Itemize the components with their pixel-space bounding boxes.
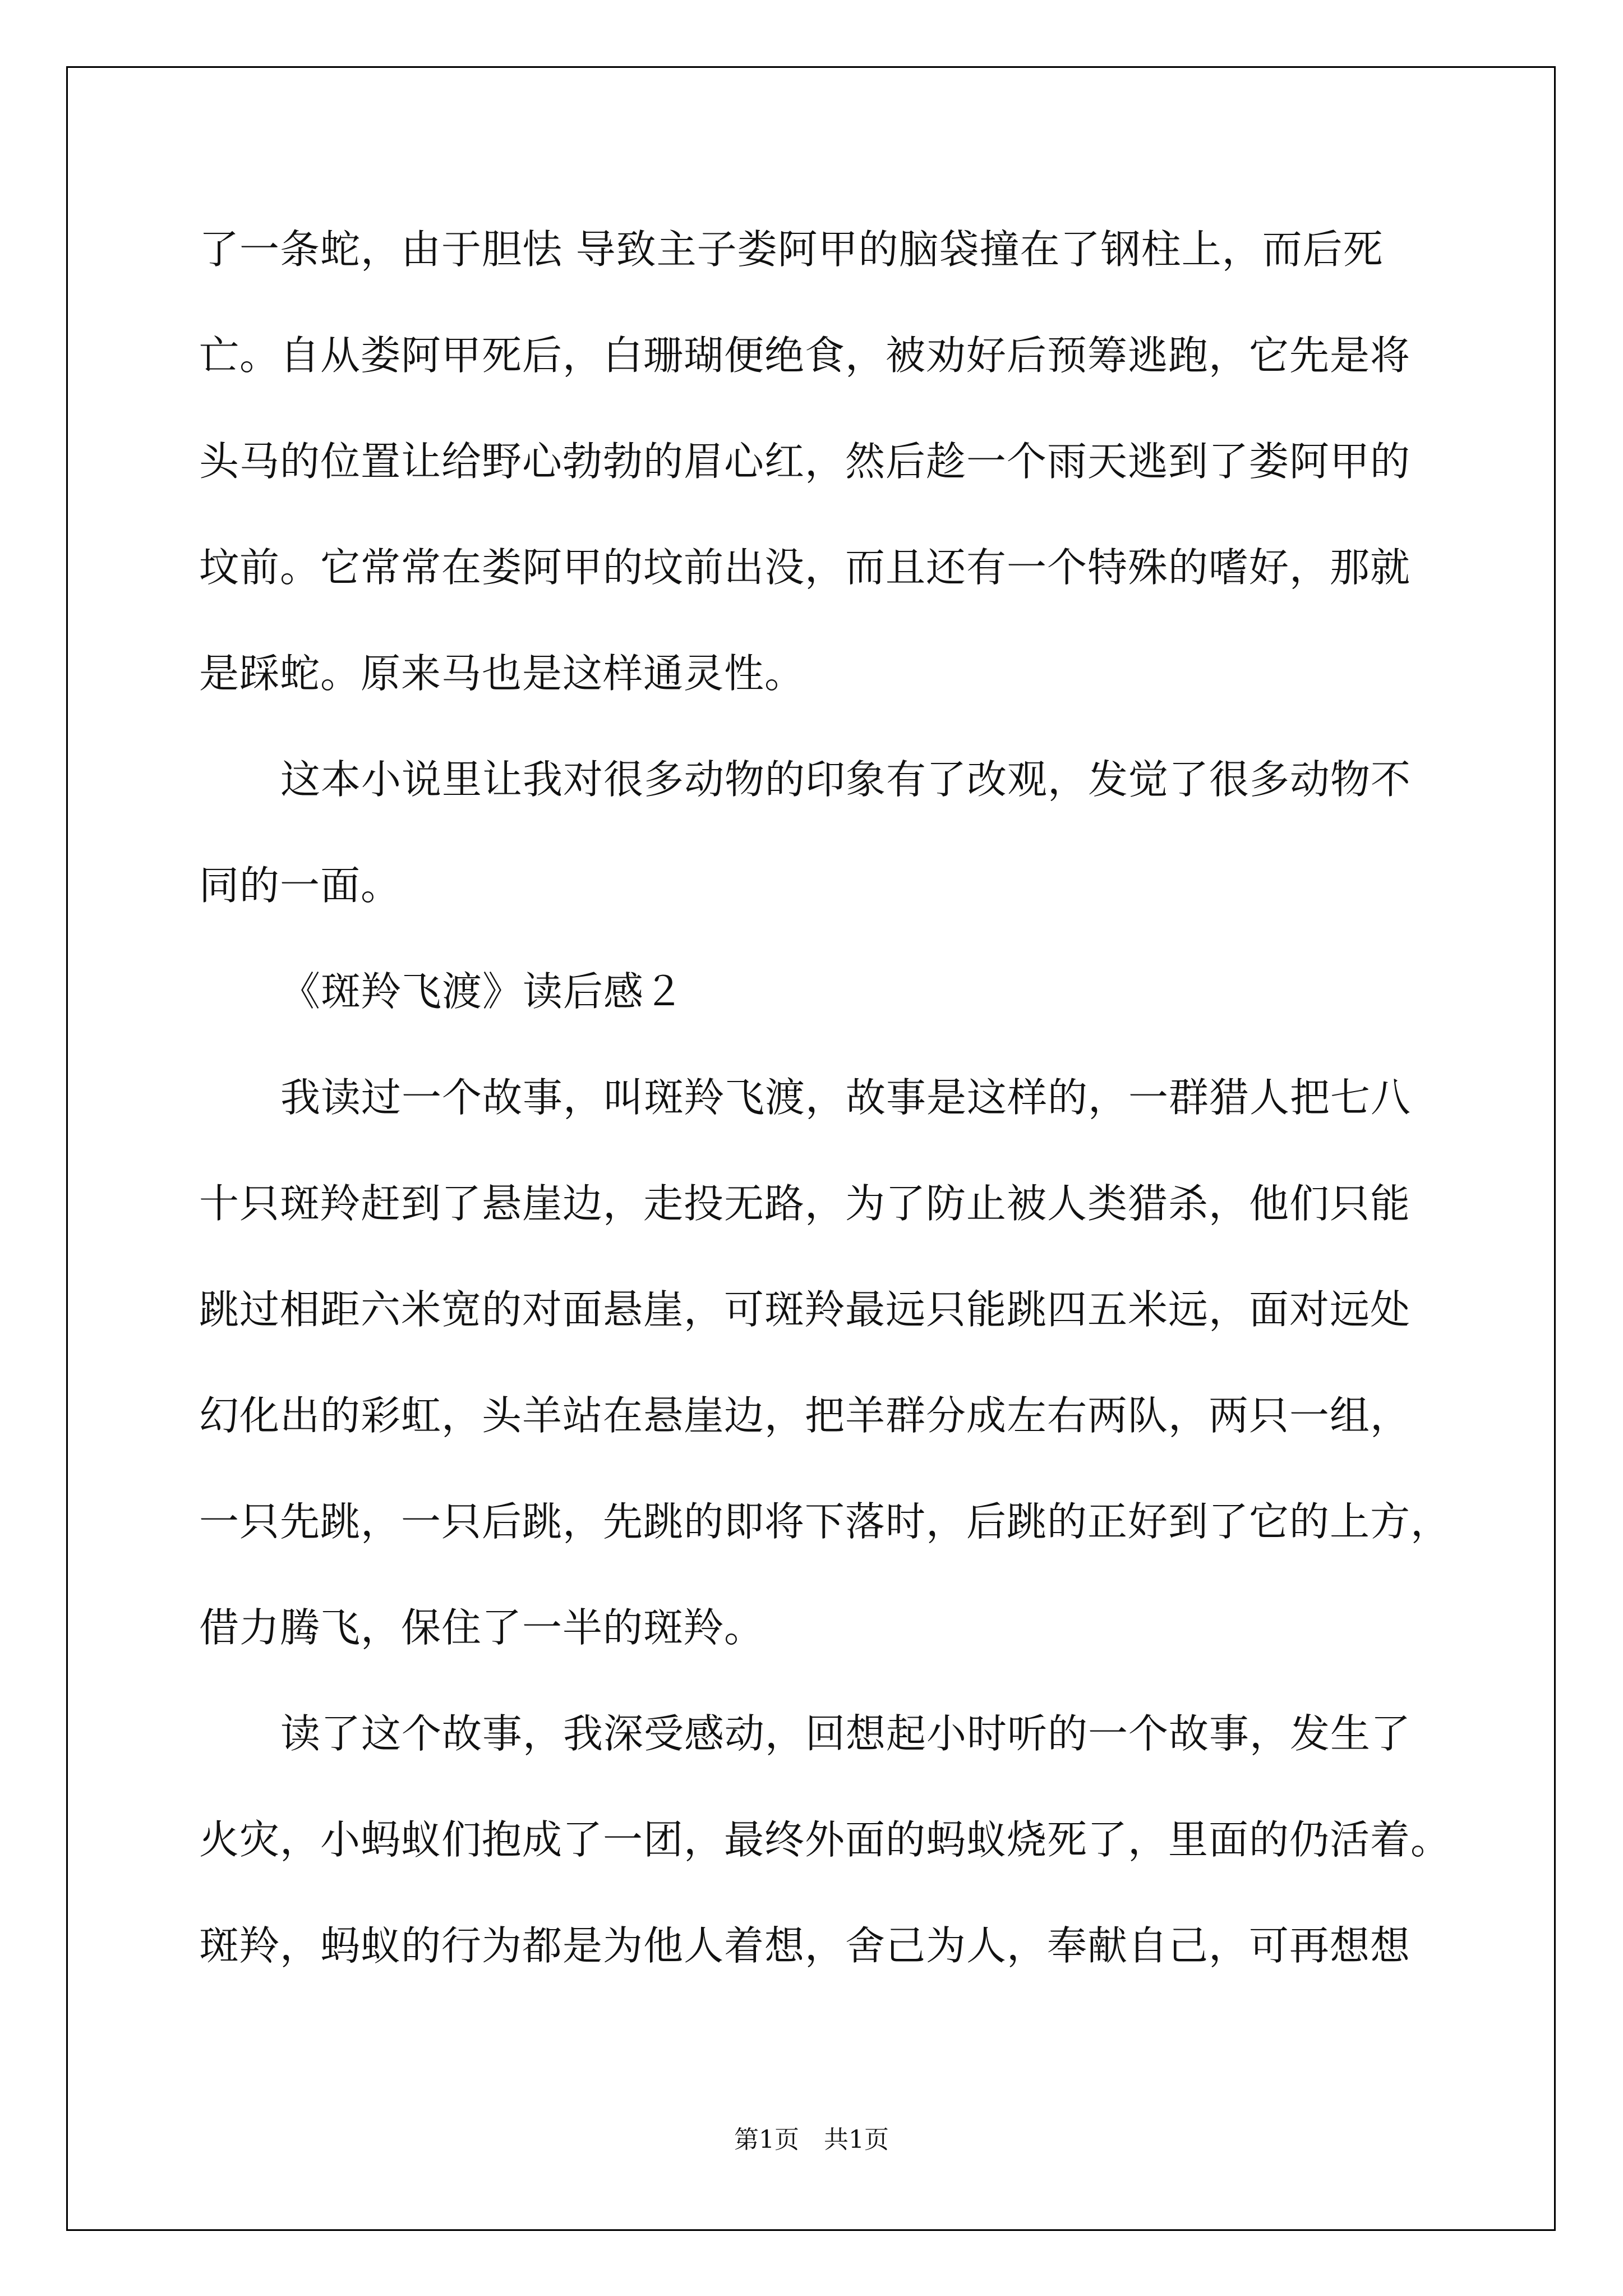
text-line: 幻化出的彩虹，头羊站在悬崖边，把羊群分成左右两队，两只一组，	[199, 1392, 1411, 1439]
text-line: 头马的位置让给野心勃勃的眉心红，然后趁一个雨天逃到了娄阿甲的	[199, 438, 1411, 485]
text-line: 《斑羚飞渡》读后感２	[280, 968, 685, 1015]
text-line: 是踩蛇。原来马也是这样通灵性。	[199, 650, 805, 697]
text-line: 斑羚，蚂蚁的行为都是为他人着想，舍己为人，奉献自己，可再想想	[199, 1922, 1411, 1969]
text-line: 十只斑羚赶到了悬崖边，走投无路，为了防止被人类猎杀，他们只能	[199, 1180, 1411, 1227]
text-line: 借力腾飞，保住了一半的斑羚。	[199, 1604, 765, 1651]
text-line: 同的一面。	[199, 862, 402, 909]
document-body	[199, 196, 1451, 1999]
text-line: 跳过相距六米宽的对面悬崖，可斑羚最远只能跳四五米远，面对远处	[199, 1286, 1411, 1333]
page-number: 第1页 共1页	[734, 2125, 889, 2154]
text-line: 火灾，小蚂蚁们抱成了一团，最终外面的蚂蚁烧死了，里面的仍活着。	[199, 1816, 1451, 1863]
text-line: 了一条蛇，由于胆怯 导致主子娄阿甲的脑袋撞在了钢柱上，而后死	[199, 226, 1384, 273]
text-line: 这本小说里让我对很多动物的印象有了改观，发觉了很多动物不	[280, 756, 1412, 803]
text-line: 我读过一个故事，叫斑羚飞渡，故事是这样的，一群猎人把七八	[280, 1074, 1412, 1121]
text-line: 坟前。它常常在娄阿甲的坟前出没，而且还有一个特殊的嗜好，那就	[199, 544, 1411, 591]
text-line: 一只先跳，一只后跳，先跳的即将下落时，后跳的正好到了它的上方，	[199, 1498, 1451, 1545]
text-line: 亡。自从娄阿甲死后，白珊瑚便绝食，被劝好后预筹逃跑，它先是将	[199, 332, 1411, 379]
page-footer	[0, 2119, 1623, 2155]
text-line: 读了这个故事，我深受感动，回想起小时听的一个故事，发生了	[280, 1710, 1412, 1757]
